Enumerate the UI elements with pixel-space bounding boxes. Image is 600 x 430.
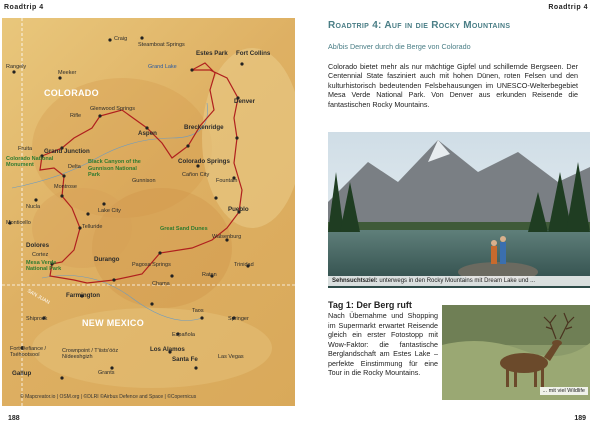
place-farmington: Farmington	[66, 292, 101, 299]
place-estes: Estes Park	[196, 50, 228, 57]
caption-1-bold: Sehnsuchtsziel:	[332, 278, 378, 284]
place-grandlake: Grand Lake	[148, 64, 177, 70]
place-pagosa: Pagosa Springs	[132, 262, 171, 268]
place-glenwood: Glenwood Springs	[90, 106, 135, 112]
place-aspen: Aspen	[138, 130, 157, 137]
place-craig: Craig	[114, 36, 128, 42]
place-taos: Taos	[192, 308, 204, 314]
place-rifle: Rifle	[70, 113, 82, 119]
place-raton: Raton	[202, 272, 217, 278]
place-fortcollins: Fort Collins	[236, 50, 271, 57]
page-subtitle: Ab/bis Denver durch die Berge von Colorado	[328, 42, 471, 51]
place-gallup: Gallup	[12, 370, 32, 377]
place-lakecity: Lake City	[98, 208, 121, 214]
place-grants: Grants	[98, 370, 115, 376]
running-head-left: Roadtrip 4	[4, 4, 44, 11]
place-telluride: Telluride	[82, 224, 103, 230]
place-canoncity: Cañon City	[182, 172, 210, 178]
place-santafe: Santa Fe	[172, 356, 198, 363]
lake-photo-illustration	[328, 132, 590, 288]
place-coloradonat: Colorado National Monument	[6, 156, 54, 168]
state-new-mexico: NEW MEXICO	[82, 318, 145, 328]
place-mesaverde: Mesa Verde National Park	[26, 260, 62, 272]
place-springer: Springer	[228, 316, 249, 322]
place-espanola: Española	[172, 332, 195, 338]
place-shiprock: Shiprock	[26, 316, 48, 322]
intro-paragraph: Colorado bietet mehr als nur mächtige Gipfel und schillernde Bergseen. Der Centennial State fasziniert auch mit hohen Dünen, roten Felsen und den kulturhistorisch bedeutenden Felsbehausungen im UNESCO-Welterbegebiet Mesa Verde National Park. Von Denver aus erkunden Reisende die fantastischen Rocky Mountains.	[328, 62, 578, 109]
page-number-left: 188	[8, 415, 20, 422]
place-breckenridge: Breckenridge	[184, 124, 224, 131]
route-map	[2, 18, 295, 406]
place-fountain: Fountain	[216, 178, 238, 184]
place-gunnison: Gunnison	[132, 178, 156, 184]
border-label: SAN JUAN	[26, 288, 51, 306]
place-nucla: Nucla	[26, 204, 41, 210]
place-trinidad: Trinidad	[234, 262, 254, 268]
caption-1-text: unterwegs in den Rocky Mountains mit Dream Lake und ...	[377, 278, 536, 284]
place-cortez: Cortez	[32, 252, 49, 258]
place-delta: Delta	[68, 164, 81, 170]
place-rangely: Rangely	[6, 64, 27, 70]
place-dolores: Dolores	[26, 242, 50, 249]
place-blackcanyon: Black Canyon of the Gunnison National Park	[88, 159, 141, 178]
place-denver: Denver	[234, 98, 255, 105]
elk-photo-illustration	[442, 305, 590, 400]
state-colorado: COLORADO	[44, 88, 99, 98]
place-monticello: Monticello	[6, 220, 31, 226]
place-walsenburg: Walsenburg	[212, 234, 242, 240]
place-greatsand: Great Sand Dunes	[160, 226, 208, 232]
place-grandjunction: Grand Junction	[44, 148, 90, 155]
photo-caption-1	[328, 276, 590, 286]
day-paragraph: Nach Übernahme und Shopping im Supermarkt erwartet Reisende gleich ein erster Fotostopp mit Wow-Faktor: die fantastische Berglandschaft am Estes Lake – perfekte Einstimmung für eine Tour in die Rocky Mountains.	[328, 311, 438, 377]
page-number-right: 189	[574, 415, 586, 422]
day-heading: Tag 1: Der Berg ruft	[328, 300, 412, 310]
place-coloradosprings: Colorado Springs	[178, 158, 230, 165]
place-durango: Durango	[94, 256, 120, 263]
place-crownpoint: Crownpoint / T'iists'óóz Nídeeshgizh	[62, 348, 119, 360]
photo-caption-2: ... mit viel Wildlife	[540, 387, 588, 395]
right-page	[300, 0, 600, 430]
place-steamboat: Steamboat Springs	[138, 42, 185, 48]
place-pueblo: Pueblo	[228, 206, 249, 213]
place-losalamos: Los Alamos	[150, 346, 185, 353]
place-fortdefiance: Fort Defiance / Tséhootsooí	[10, 346, 47, 358]
map-credit: © Mapcreator.io | OSM.org | ©DLRI ©Airbus Defence and Space | ©Copernicus	[20, 394, 197, 400]
place-fruita: Fruita	[18, 146, 33, 152]
place-lasvegas: Las Vegas	[218, 354, 244, 360]
place-montrose: Montrose	[54, 184, 77, 190]
elk-photo	[442, 305, 590, 400]
place-chama: Chama	[152, 281, 170, 287]
running-head-right: Roadtrip 4	[548, 4, 588, 11]
lake-photo	[328, 132, 590, 288]
place-meeker: Meeker	[58, 70, 77, 76]
page-title: Roadtrip 4: Auf in die Rocky Mountains	[328, 20, 511, 31]
